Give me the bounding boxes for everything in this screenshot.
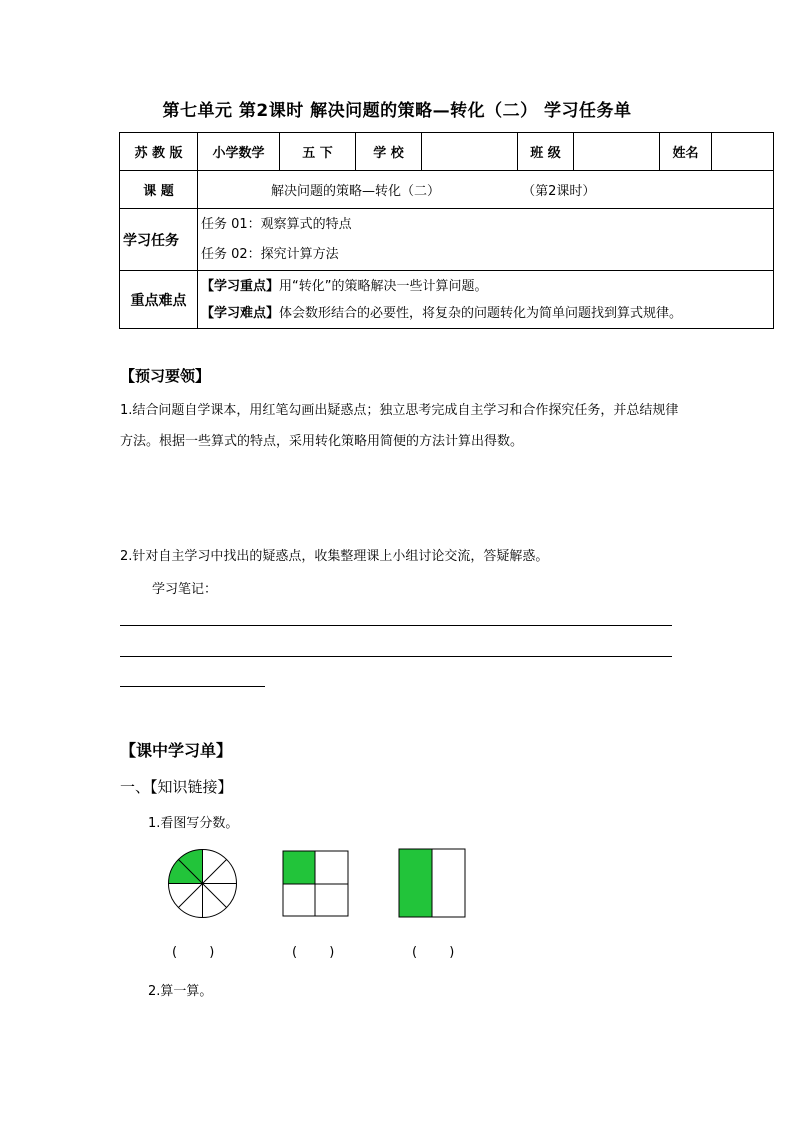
info-table: [119, 132, 774, 329]
grade-cell: 五 下: [280, 133, 356, 171]
notes-line[interactable]: [120, 686, 265, 687]
subject-cell: 小学数学: [198, 133, 280, 171]
school-value-cell[interactable]: [422, 133, 518, 171]
focus-text: 用“转化”的策略解决一些计算问题。: [279, 278, 488, 294]
difficulty-tag: 【学习难点】: [201, 305, 280, 321]
square-fraction-figure: [282, 850, 350, 918]
task-item: 任务 01：观察算式的特点: [201, 216, 352, 232]
knowledge-link-heading: 一、【知识链接】: [120, 778, 233, 796]
preview-paragraph-1: 1.结合问题自学课本，用红笔勾画出疑惑点；独立思考完成自主学习和合作探究任务，并总结规律方法。根据一些算式的特点，采用转化策略用简便的方法计算出得数。: [120, 403, 679, 449]
question-1: 1.看图写分数。: [148, 816, 239, 831]
answer-blank[interactable]: ( ): [172, 945, 229, 960]
rectangle-shaded-part: [399, 849, 432, 917]
square-shaded-part: [283, 851, 315, 884]
tasks-label-cell: 学习任务: [120, 209, 198, 271]
topic-period: （第2课时）: [522, 184, 596, 199]
preview-heading: 【预习要领】: [120, 367, 211, 385]
notes-line[interactable]: [120, 656, 672, 657]
answer-blank[interactable]: ( ): [292, 945, 349, 960]
question-2: 2.算一算。: [148, 984, 213, 999]
difficulty-text: 体会数形结合的必要性，将复杂的问题转化为简单问题找到算式规律。: [279, 305, 683, 321]
focus-tag: 【学习重点】: [201, 278, 280, 294]
page-title: 第七单元 第2课时 解决问题的策略—转化（二） 学习任务单: [162, 101, 632, 121]
edition-cell: 苏 教 版: [120, 133, 198, 171]
topic-label-cell: 课 题: [120, 171, 198, 209]
notes-label: 学习笔记：: [152, 582, 218, 597]
task-item: 任务 02：探究计算方法: [201, 246, 339, 262]
focus-label-cell: 重点难点: [120, 271, 198, 329]
tasks-cell: [198, 209, 774, 271]
class-label-cell: 班 级: [518, 133, 574, 171]
preview-paragraph-2: 2.针对自主学习中找出的疑惑点，收集整理课上小组讨论交流，答疑解惑。: [120, 549, 549, 564]
name-value-cell[interactable]: [712, 133, 774, 171]
rectangle-fraction-figure: [398, 848, 466, 918]
topic-value-cell: [198, 171, 774, 209]
topic-text: 解决问题的策略—转化（二）: [271, 184, 441, 199]
class-sheet-heading: 【课中学习单】: [120, 741, 233, 760]
focus-cell: [198, 271, 774, 329]
school-label-cell: 学 校: [356, 133, 422, 171]
circle-fraction-figure: [165, 846, 240, 921]
notes-line[interactable]: [120, 625, 672, 626]
name-label-cell: 姓名: [660, 133, 712, 171]
answer-blank[interactable]: ( ): [412, 945, 469, 960]
class-value-cell[interactable]: [574, 133, 660, 171]
